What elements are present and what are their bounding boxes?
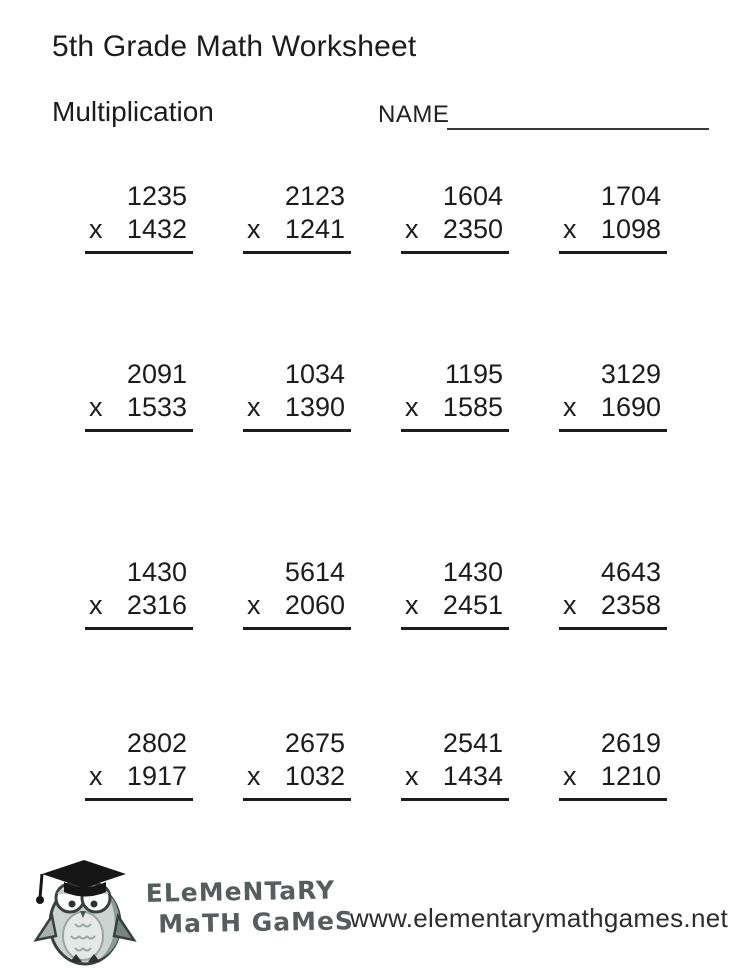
times-operator: x [247, 590, 261, 620]
website-url: www.elementarymathgames.net [349, 903, 728, 933]
times-operator: x [247, 761, 261, 791]
multiplication-problem [89, 727, 189, 801]
problem-row-4 [60, 727, 692, 801]
multiplier-row [405, 760, 505, 793]
multiplicand: 4643 [600, 557, 661, 587]
multiplicand: 1604 [442, 181, 503, 211]
multiplicand: 1034 [284, 359, 345, 389]
multiplier: 1690 [600, 392, 661, 422]
logo-line-1: ELeMeNTaRY [145, 875, 336, 908]
times-operator: x [89, 392, 103, 422]
multiplier-row [405, 391, 505, 424]
answer-line [401, 429, 509, 432]
times-operator: x [247, 392, 261, 422]
multiplier-row [405, 213, 505, 246]
multiplier: 1098 [600, 214, 661, 244]
multiplier: 1917 [126, 761, 187, 791]
logo-line-2: MaTH GaMeS [158, 906, 355, 939]
times-operator: x [89, 590, 103, 620]
multiplier: 1585 [442, 392, 503, 422]
answer-line [85, 429, 193, 432]
multiplicand: 1430 [126, 557, 187, 587]
multiplication-problem [247, 727, 347, 801]
multiplication-problem [89, 358, 189, 432]
multiplier: 2316 [126, 590, 187, 620]
name-label: NAME [378, 101, 450, 128]
name-input-line [447, 128, 709, 130]
multiplication-problem [89, 556, 189, 630]
multiplicand: 1430 [442, 557, 503, 587]
multiplicand: 2802 [126, 728, 187, 758]
multiplication-problem [247, 556, 347, 630]
answer-line [401, 627, 509, 630]
multiplier: 1533 [126, 392, 187, 422]
times-operator: x [89, 761, 103, 791]
multiplication-problem [563, 180, 663, 254]
answer-line [85, 627, 193, 630]
multiplier: 2350 [442, 214, 503, 244]
answer-line [243, 429, 351, 432]
multiplication-problem [405, 727, 505, 801]
multiplication-problem [405, 180, 505, 254]
multiplicand: 2619 [600, 728, 661, 758]
multiplier: 2060 [284, 590, 345, 620]
multiplier-row [563, 589, 663, 622]
times-operator: x [405, 761, 419, 791]
answer-line [559, 251, 667, 254]
multiplier-row [89, 760, 189, 793]
times-operator: x [563, 214, 577, 244]
multiplier-row [405, 589, 505, 622]
multiplication-problem [247, 180, 347, 254]
answer-line [243, 798, 351, 801]
multiplier: 1434 [442, 761, 503, 791]
answer-line [243, 251, 351, 254]
multiplier-row [89, 589, 189, 622]
times-operator: x [405, 392, 419, 422]
multiplier-row [563, 213, 663, 246]
multiplier: 1241 [284, 214, 345, 244]
multiplier-row [247, 589, 347, 622]
multiplier: 1432 [126, 214, 187, 244]
page-title: 5th Grade Math Worksheet [52, 30, 417, 63]
multiplicand: 2675 [284, 728, 345, 758]
multiplicand: 2541 [442, 728, 503, 758]
multiplication-problem [405, 556, 505, 630]
answer-line [559, 627, 667, 630]
multiplier: 2451 [442, 590, 503, 620]
multiplier-row [247, 760, 347, 793]
answer-line [401, 798, 509, 801]
multiplication-problem [563, 358, 663, 432]
logo-wordmark [145, 874, 354, 940]
multiplier: 2358 [600, 590, 661, 620]
answer-line [243, 627, 351, 630]
answer-line [401, 251, 509, 254]
multiplicand: 1704 [600, 181, 661, 211]
times-operator: x [247, 214, 261, 244]
times-operator: x [89, 214, 103, 244]
answer-line [85, 798, 193, 801]
multiplication-problem [247, 358, 347, 432]
multiplicand: 2091 [126, 359, 187, 389]
answer-line [85, 251, 193, 254]
multiplier: 1032 [284, 761, 345, 791]
times-operator: x [563, 761, 577, 791]
times-operator: x [563, 590, 577, 620]
multiplier-row [247, 391, 347, 424]
multiplicand: 1235 [126, 181, 187, 211]
multiplication-problem [405, 358, 505, 432]
times-operator: x [563, 392, 577, 422]
multiplier-row [89, 213, 189, 246]
multiplier-row [89, 391, 189, 424]
times-operator: x [405, 214, 419, 244]
multiplicand: 2123 [284, 181, 345, 211]
multiplication-problem [89, 180, 189, 254]
multiplier: 1210 [600, 761, 661, 791]
problem-row-3 [60, 556, 692, 630]
multiplier-row [563, 760, 663, 793]
worksheet-topic: Multiplication [52, 96, 214, 127]
answer-line [559, 429, 667, 432]
multiplier-row [563, 391, 663, 424]
problem-row-2 [60, 358, 692, 432]
multiplier: 1390 [284, 392, 345, 422]
multiplication-problem [563, 556, 663, 630]
multiplicand: 3129 [600, 359, 661, 389]
multiplicand: 1195 [444, 359, 503, 389]
answer-line [559, 798, 667, 801]
owl-logo-icon [30, 856, 142, 970]
problem-row-1 [60, 180, 692, 254]
multiplicand: 5614 [284, 557, 345, 587]
multiplication-problem [563, 727, 663, 801]
multiplier-row [247, 213, 347, 246]
times-operator: x [405, 590, 419, 620]
